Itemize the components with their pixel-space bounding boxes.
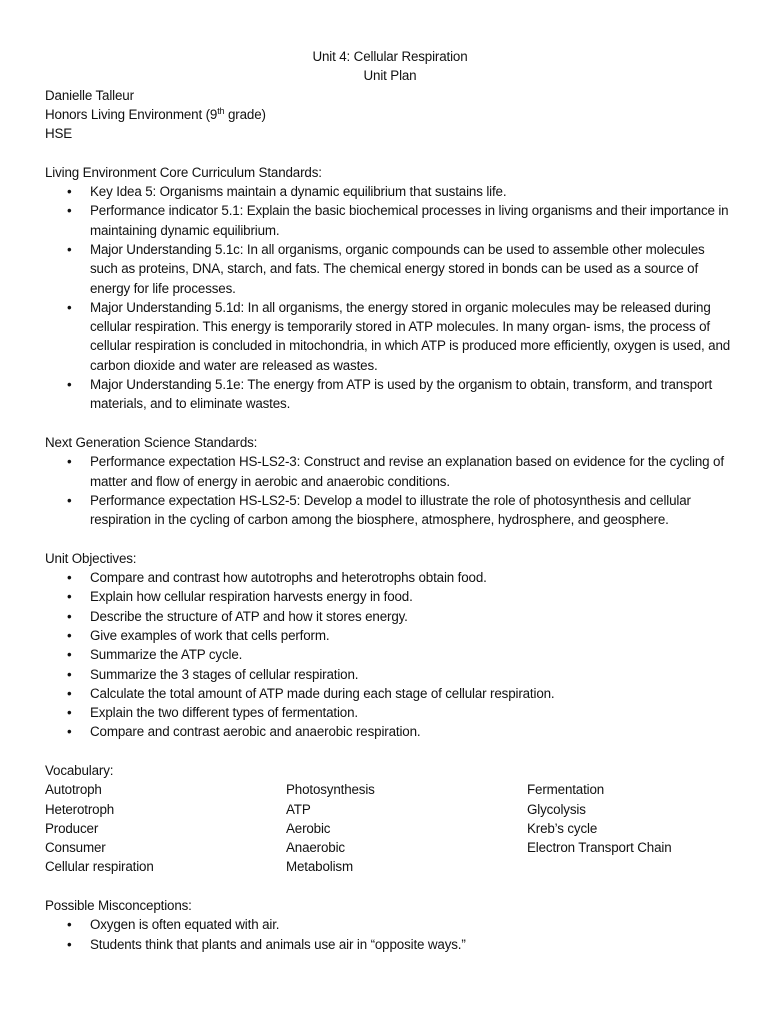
vocab-term: Photosynthesis bbox=[286, 782, 375, 798]
le-standards-list bbox=[45, 182, 735, 414]
document-title: Unit 4: Cellular Respiration bbox=[312, 49, 468, 64]
list-item: • Calculate the total amount of ATP made during each stage of cellular respiration. bbox=[45, 684, 735, 703]
vocab-term: Glycolysis bbox=[527, 801, 586, 817]
vocab-term: Autotroph bbox=[45, 782, 102, 798]
ngss-heading: Next Generation Science Standards: bbox=[45, 434, 258, 450]
vocabulary-grid bbox=[45, 780, 735, 876]
list-item: • Oxygen is often equated with air. bbox=[45, 915, 735, 934]
vocab-term: Fermentation bbox=[527, 782, 605, 798]
vocab-term: Aerobic bbox=[286, 820, 331, 836]
list-item: • Performance indicator 5.1: Explain the basic biochemical processes in living organisms and their importance in maintaining dynamic equilibrium. bbox=[45, 201, 735, 240]
spacer bbox=[45, 877, 735, 896]
list-item: • Compare and contrast aerobic and anaerobic respiration. bbox=[45, 722, 735, 741]
author-name: Danielle Talleur bbox=[45, 87, 134, 103]
le-standards-heading: Living Environment Core Curriculum Standards: bbox=[45, 164, 322, 180]
course-suffix: grade) bbox=[224, 106, 266, 122]
vocab-term: Anaerobic bbox=[286, 840, 345, 856]
ngss-list bbox=[45, 452, 735, 529]
vocab-term: Metabolism bbox=[286, 859, 353, 875]
list-item: • Major Understanding 5.1e: The energy from ATP is used by the organism to obtain, transform, and transport materials, and to eliminate wastes. bbox=[45, 375, 735, 414]
vocab-term: Kreb’s cycle bbox=[527, 820, 598, 836]
spacer bbox=[45, 143, 735, 162]
list-item: • Performance expectation HS-LS2-5: Develop a model to illustrate the role of photosynthesis and cellular respiration in the cycling of carbon among the biosphere, atmosphere, hydrosphere, and geosphere. bbox=[45, 491, 735, 530]
list-item: • Summarize the ATP cycle. bbox=[45, 645, 735, 664]
list-item: • Performance expectation HS-LS2-3: Construct and revise an explanation based on evidence for the cycling of matter and flow of energy in aerobic and anaerobic conditions. bbox=[45, 452, 735, 491]
list-item: • Compare and contrast how autotrophs and heterotrophs obtain food. bbox=[45, 568, 735, 587]
list-item: • Explain the two different types of fermentation. bbox=[45, 703, 735, 722]
list-item: • Major Understanding 5.1d: In all organisms, the energy stored in organic molecules may be released during cellular respiration. This energy is temporarily stored in ATP molecules. In many organ- isms, the process of cellular respiration is concluded in mitochondria, in which ATP is produced more efficiently, oxygen is used, and carbon dioxide and water are released as wastes. bbox=[45, 298, 735, 375]
list-item: • Summarize the 3 stages of cellular respiration. bbox=[45, 665, 735, 684]
spacer bbox=[45, 529, 735, 548]
spacer bbox=[45, 742, 735, 761]
vocab-term: ATP bbox=[286, 801, 311, 817]
school-name: HSE bbox=[45, 126, 73, 142]
document-subtitle: Unit Plan bbox=[363, 68, 417, 84]
vocab-term: Electron Transport Chain bbox=[527, 840, 672, 856]
course-superscript: th bbox=[217, 105, 225, 116]
list-item: • Describe the structure of ATP and how it stores energy. bbox=[45, 607, 735, 626]
vocabulary-heading: Vocabulary: bbox=[45, 762, 114, 778]
document-page bbox=[45, 47, 735, 954]
list-item: • Students think that plants and animals use air in “opposite ways.” bbox=[45, 935, 735, 954]
vocab-term: Cellular respiration bbox=[45, 859, 154, 875]
vocab-term bbox=[527, 857, 735, 876]
course-name bbox=[45, 105, 735, 124]
vocab-term: Consumer bbox=[45, 840, 106, 856]
misconceptions-list bbox=[45, 915, 735, 954]
list-item: • Major Understanding 5.1c: In all organisms, organic compounds can be used to assemble other molecules such as proteins, DNA, starch, and fats. The chemical energy stored in bonds can be used as a source of energy for life processes. bbox=[45, 240, 735, 298]
objectives-list bbox=[45, 568, 735, 742]
list-item: • Give examples of work that cells perform. bbox=[45, 626, 735, 645]
course-prefix: Honors Living Environment (9 bbox=[45, 106, 218, 122]
vocab-term: Heterotroph bbox=[45, 801, 115, 817]
list-item: • Key Idea 5: Organisms maintain a dynamic equilibrium that sustains life. bbox=[45, 182, 735, 201]
spacer bbox=[45, 414, 735, 433]
list-item: • Explain how cellular respiration harvests energy in food. bbox=[45, 587, 735, 606]
misconceptions-heading: Possible Misconceptions: bbox=[45, 898, 192, 914]
objectives-heading: Unit Objectives: bbox=[45, 550, 137, 566]
vocab-term: Producer bbox=[45, 820, 99, 836]
